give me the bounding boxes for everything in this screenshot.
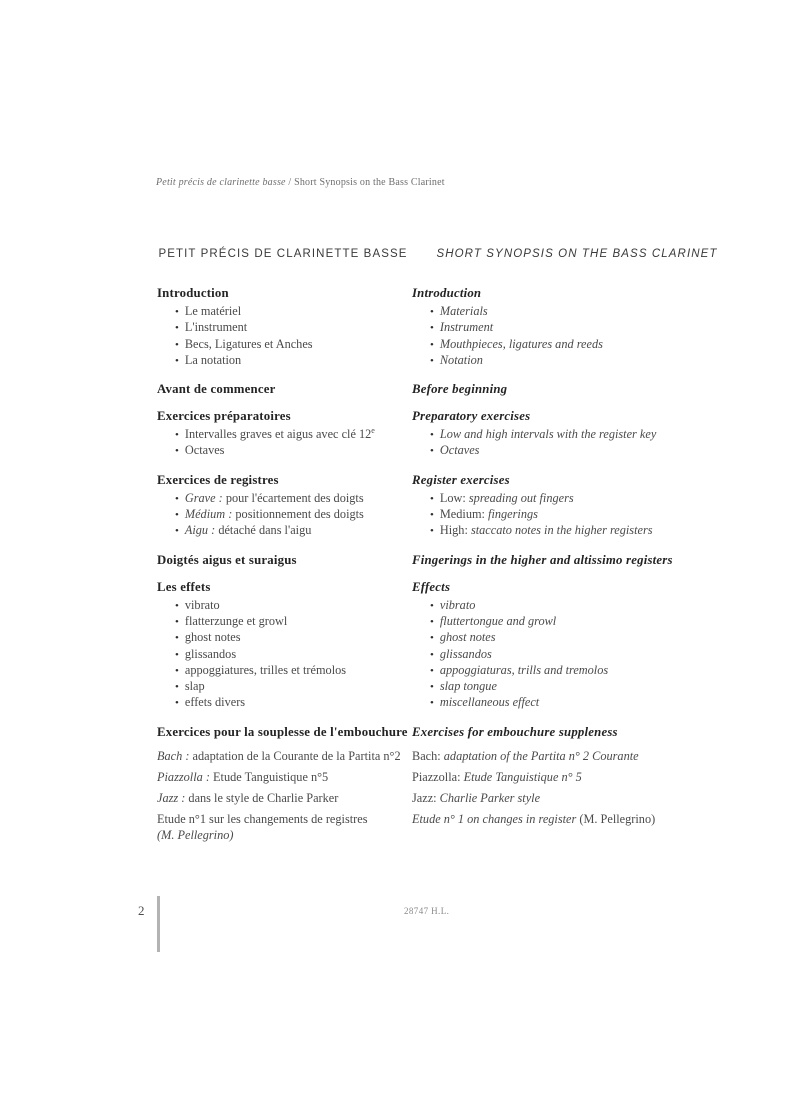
list-item — [430, 614, 742, 630]
text-segment: ghost notes — [184, 630, 241, 645]
section-list — [157, 598, 409, 712]
text-segment: positionnement des doigts — [235, 507, 364, 522]
bullet-icon: • — [175, 632, 179, 645]
list-item — [430, 647, 742, 663]
section-heading: Before beginning — [412, 382, 508, 397]
column-title-english: SHORT SYNOPSIS ON THE BASS CLARINET — [436, 248, 718, 260]
text-segment: Etude Tanguistique n° 5 — [463, 769, 582, 784]
text-segment: High: — [439, 523, 471, 538]
section-list — [412, 427, 742, 460]
toc-section — [157, 409, 409, 460]
text-segment: vibrato — [439, 597, 476, 612]
bullet-icon: • — [430, 445, 434, 458]
bullet-icon: • — [430, 615, 434, 628]
text-segment: ghost notes — [439, 630, 496, 645]
text-segment: Piazzolla : — [157, 769, 214, 784]
bullet-icon: • — [175, 306, 179, 318]
section-heading: Preparatory exercises — [412, 409, 531, 424]
text-segment: Becs, Ligatures et Anches — [184, 336, 313, 351]
text-segment: Bach: — [412, 748, 444, 763]
running-header-french-title: Petit précis de clarinette basse — [156, 177, 286, 188]
list-item — [430, 679, 742, 695]
paragraph-entry — [412, 770, 742, 786]
toc-section — [412, 286, 742, 369]
list-item — [175, 695, 409, 711]
text-segment: dans le style de Charlie Parker — [188, 790, 339, 805]
paragraph-entry — [412, 749, 742, 765]
text-segment: Medium: — [439, 507, 489, 522]
list-item — [430, 598, 742, 614]
bullet-icon: • — [430, 664, 434, 677]
bullet-icon: • — [430, 354, 434, 367]
bullet-icon: • — [430, 697, 434, 710]
column-body-english — [412, 286, 742, 828]
list-item — [430, 304, 742, 320]
footer-rule — [157, 896, 160, 952]
bullet-icon: • — [175, 338, 179, 351]
text-segment: Etude n° 1 on changes in register — [412, 812, 577, 827]
paragraph-entry — [157, 791, 409, 807]
section-heading: Exercices préparatoires — [157, 409, 291, 424]
bullet-icon: • — [175, 697, 179, 710]
toc-section — [157, 382, 409, 396]
toc-section — [412, 553, 742, 567]
section-list — [157, 427, 409, 460]
bullet-icon: • — [175, 525, 179, 538]
text-segment: Intervalles graves et aigus avec clé 12 — [184, 427, 372, 442]
bullet-icon: • — [175, 615, 179, 628]
text-segment: Instrument — [439, 320, 494, 335]
bullet-icon: • — [430, 492, 434, 505]
bullet-icon: • — [430, 681, 434, 694]
text-segment: vibrato — [184, 597, 220, 612]
text-segment: Grave : — [184, 490, 226, 505]
text-segment: (M. Pellegrino) — [157, 827, 234, 842]
list-item — [175, 337, 409, 353]
bullet-icon: • — [430, 338, 434, 351]
text-segment: Etude Tanguistique n°5 — [213, 769, 329, 784]
list-item — [175, 598, 409, 614]
list-item — [175, 523, 409, 539]
plate-number: 28747 H.L. — [404, 906, 450, 916]
text-segment: appoggiaturas, trills and tremolos — [439, 662, 609, 677]
list-item — [430, 491, 742, 507]
list-item — [430, 523, 742, 539]
text-segment: (M. Pellegrino) — [576, 812, 656, 827]
text-segment: Charlie Parker style — [439, 790, 541, 805]
text-segment: Piazzolla: — [412, 769, 464, 784]
section-paragraphs — [157, 749, 409, 843]
bullet-icon: • — [430, 632, 434, 645]
text-segment: Mouthpieces, ligatures and reeds — [439, 336, 603, 351]
text-segment: spreading out fingers — [468, 490, 574, 505]
bullet-icon: • — [430, 429, 434, 442]
bullet-icon: • — [430, 306, 434, 318]
column-french — [157, 248, 409, 849]
text-segment: Octaves — [184, 443, 225, 458]
bullet-icon: • — [175, 445, 179, 458]
toc-section — [412, 473, 742, 540]
bullet-icon: • — [175, 681, 179, 694]
column-title-french: PETIT PRÉCIS DE CLARINETTE BASSE — [158, 248, 408, 260]
text-segment: staccato notes in the higher registers — [470, 523, 653, 538]
section-heading: Doigtés aigus et suraigus — [157, 552, 297, 567]
list-item — [175, 507, 409, 523]
running-header-english-title: Short Synopsis on the Bass Clarinet — [294, 177, 445, 188]
section-heading: Avant de commencer — [157, 382, 276, 397]
list-item — [175, 304, 409, 320]
text-segment: L'instrument — [184, 320, 248, 335]
toc-section — [412, 409, 742, 460]
text-segment: flatterzunge et growl — [184, 613, 288, 628]
list-item — [175, 647, 409, 663]
text-segment: fingerings — [488, 507, 538, 522]
bullet-icon: • — [430, 525, 434, 538]
text-segment: pour l'écartement des doigts — [225, 490, 364, 505]
column-body-french — [157, 286, 409, 843]
text-segment: Bach : — [157, 748, 193, 763]
text-segment: glissandos — [439, 646, 492, 661]
toc-section — [412, 580, 742, 712]
text-segment: appoggiatures, trilles et trémolos — [184, 662, 347, 677]
section-list — [157, 304, 409, 369]
list-item — [175, 630, 409, 646]
bullet-icon: • — [175, 429, 179, 442]
text-segment: La notation — [184, 352, 242, 367]
list-item — [175, 679, 409, 695]
paragraph-entry — [157, 812, 409, 843]
text-segment: Médium : — [184, 507, 236, 522]
text-segment: Etude n°1 sur les changements de registres — [157, 812, 368, 827]
bullet-icon: • — [430, 322, 434, 335]
bullet-icon: • — [175, 648, 179, 661]
section-heading: Exercices de registres — [157, 472, 279, 487]
text-segment: Materials — [439, 304, 488, 318]
text-segment: adaptation of the Partita n° 2 Courante — [443, 748, 639, 763]
list-item — [175, 491, 409, 507]
toc-section — [157, 286, 409, 369]
list-item — [430, 630, 742, 646]
text-segment: e — [371, 426, 375, 436]
section-heading: Les effets — [157, 579, 211, 594]
toc-section — [157, 725, 409, 843]
text-segment: Jazz : — [157, 790, 189, 805]
list-item — [430, 507, 742, 523]
bullet-icon: • — [175, 664, 179, 677]
text-segment: glissandos — [184, 646, 237, 661]
column-english — [412, 248, 742, 833]
list-item — [430, 337, 742, 353]
toc-section — [157, 553, 409, 567]
paragraph-entry — [157, 749, 409, 765]
bullet-icon: • — [430, 599, 434, 612]
list-item — [430, 663, 742, 679]
text-segment: slap tongue — [439, 679, 497, 694]
section-heading: Register exercises — [412, 472, 510, 487]
text-segment: Le matériel — [184, 304, 242, 318]
paragraph-entry — [412, 812, 742, 828]
list-item — [175, 427, 409, 443]
section-heading: Exercises for embouchure suppleness — [412, 724, 618, 739]
text-segment: Low and high intervals with the register key — [439, 427, 657, 442]
list-item — [430, 320, 742, 336]
text-segment: Notation — [439, 352, 483, 367]
list-item — [175, 663, 409, 679]
section-paragraphs — [412, 749, 742, 828]
page-number: 2 — [138, 903, 145, 918]
text-segment: détaché dans l'aigu — [218, 523, 312, 538]
section-list — [412, 598, 742, 712]
section-list — [412, 304, 742, 369]
bullet-icon: • — [175, 599, 179, 612]
text-segment: adaptation de la Courante de la Partita n°2 — [192, 748, 401, 763]
section-list — [157, 491, 409, 540]
list-item — [175, 614, 409, 630]
list-item — [430, 695, 742, 711]
toc-section — [412, 725, 742, 828]
toc-section — [157, 473, 409, 540]
text-segment: fluttertongue and growl — [439, 613, 557, 628]
section-heading: Introduction — [412, 286, 482, 300]
bullet-icon: • — [175, 354, 179, 367]
list-item — [175, 320, 409, 336]
list-item — [430, 353, 742, 369]
bullet-icon: • — [175, 509, 179, 522]
toc-section — [157, 580, 409, 712]
bullet-icon: • — [175, 492, 179, 505]
section-heading: Effects — [412, 579, 451, 594]
text-segment: Aigu : — [184, 523, 219, 538]
bullet-icon: • — [430, 648, 434, 661]
paragraph-entry — [157, 770, 409, 786]
section-heading: Fingerings in the higher and altissimo registers — [412, 552, 673, 567]
bullet-icon: • — [430, 509, 434, 522]
text-segment: Low: — [439, 490, 469, 505]
text-segment: effets divers — [184, 695, 246, 710]
section-list — [412, 491, 742, 540]
text-segment: slap — [184, 679, 205, 694]
section-heading: Exercices pour la souplesse de l'embouchure — [157, 724, 408, 739]
running-header-separator: / — [285, 177, 295, 188]
list-item — [430, 443, 742, 459]
text-segment: Octaves — [439, 443, 480, 458]
list-item — [175, 353, 409, 369]
text-segment: miscellaneous effect — [439, 695, 540, 710]
toc-section — [412, 382, 742, 396]
bullet-icon: • — [175, 322, 179, 335]
text-segment: Jazz: — [412, 790, 440, 805]
list-item — [175, 443, 409, 459]
running-header — [156, 177, 445, 188]
paragraph-entry — [412, 791, 742, 807]
section-heading: Introduction — [157, 286, 229, 300]
list-item — [430, 427, 742, 443]
